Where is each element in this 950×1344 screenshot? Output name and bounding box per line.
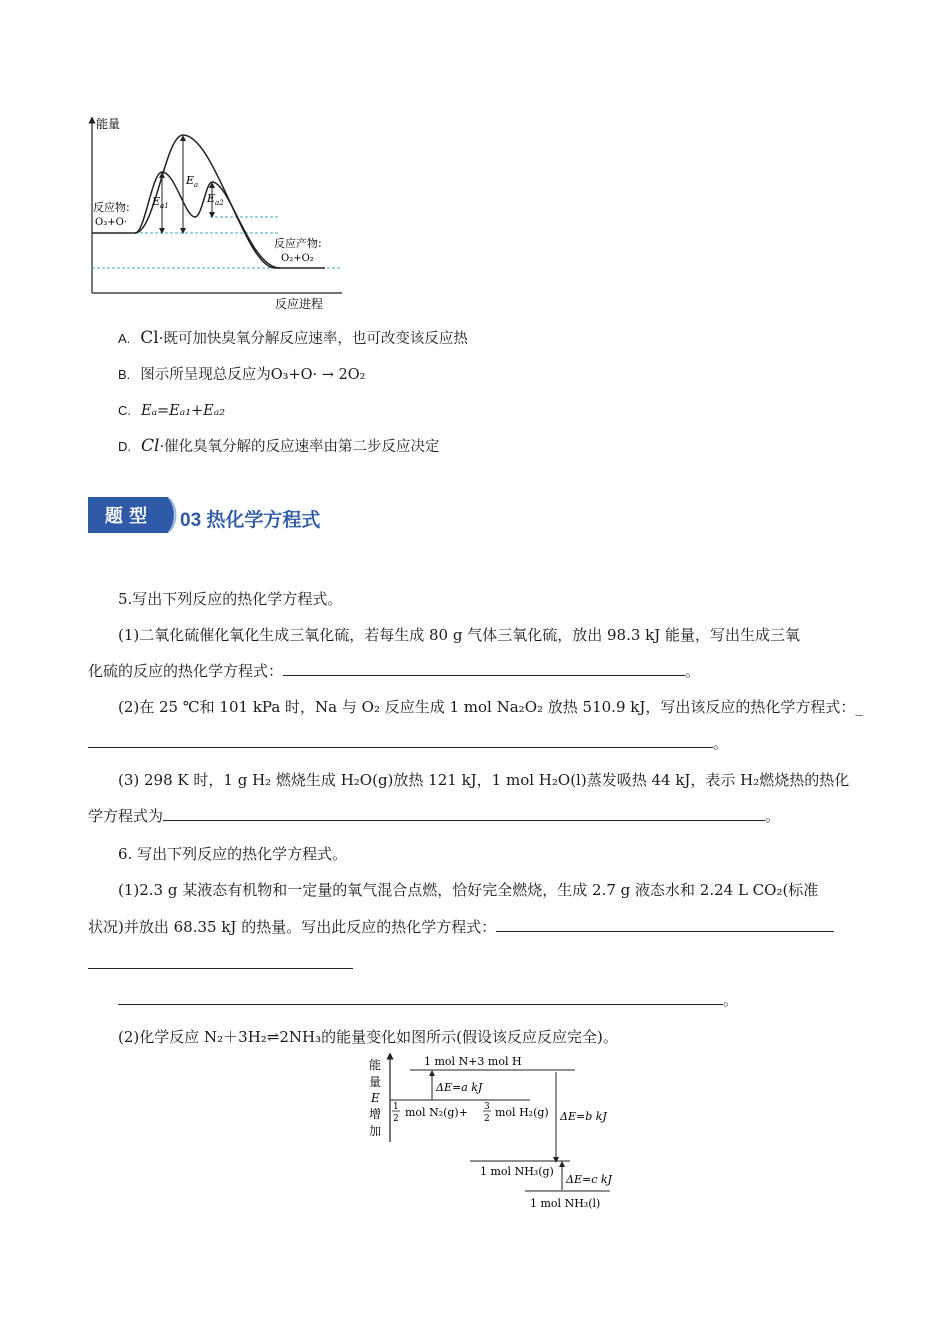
energy-profile-diagram (80, 110, 350, 315)
reactant-formula: O₃+O· (95, 217, 127, 228)
reactant-label: 反应物: (93, 201, 130, 214)
y-axis-label: 能量 (96, 117, 121, 131)
q6-part1-line2 (88, 917, 834, 937)
answer-blank[interactable] (88, 733, 713, 748)
end-mark: 。 (713, 734, 729, 752)
level-4-label: 1 mol NH₃(l) (530, 1197, 601, 1210)
end-mark: 。 (723, 991, 739, 1009)
q5-part1-prefix: 化硫的反应的热化学方程式： (88, 662, 284, 680)
q6-stem: 6. 写出下列反应的热化学方程式。 (118, 845, 348, 863)
y-axis-char: E (371, 1091, 380, 1105)
q5-part3-prefix: 学方程式为 (88, 807, 164, 825)
answer-blank[interactable] (88, 954, 353, 969)
delta-c-label: ΔE=c kJ (566, 1173, 612, 1186)
q6-part1-line3 (88, 954, 353, 974)
level-2-num: 1 (393, 1102, 399, 1112)
option-text: ·既可加快臭氧分解反应速率，也可改变该反应热 (158, 331, 468, 347)
y-axis-char: 增 (369, 1107, 382, 1121)
option-c[interactable] (118, 401, 225, 421)
level-1-label: 1 mol N+3 mol H (424, 1055, 522, 1068)
ea1-label: $E_{a1}$ (152, 195, 169, 210)
q5-part1-line2 (88, 661, 700, 681)
q5-part3-line2 (88, 806, 780, 826)
q6-part1-line4 (118, 990, 738, 1010)
q5-part3-line1: (3) 298 K 时，1 g H₂ 燃烧生成 H₂O(g)放热 121 kJ，1 mol H₂O(l)蒸发吸热 44 kJ，表示 H₂燃烧热的热化 (118, 771, 850, 789)
q5-part1-line1: (1)二氧化硫催化氧化生成三氧化硫，若每生成 80 g 气体三氧化硫，放出 98.3 kJ 能量，写出生成三氧 (118, 626, 801, 644)
end-mark: 。 (765, 807, 781, 825)
catalyzed-curve (135, 172, 280, 268)
option-letter: A. (118, 331, 131, 346)
y-axis-char: 量 (369, 1075, 382, 1089)
section-badge (88, 497, 183, 533)
ea-label: $E_a$ (186, 174, 199, 189)
option-text: Eₐ=Eₐ₁+Eₐ₂ (141, 403, 226, 419)
q6-part1-line1: (1)2.3 g 某液态有机物和一定量的氧气混合点燃，恰好完全燃烧，生成 2.7 g 液态水和 2.24 L CO₂(标准 (118, 881, 819, 899)
section-badge-text: 题 型 (104, 506, 148, 527)
option-b[interactable] (118, 365, 365, 385)
option-letter: C. (118, 403, 131, 418)
answer-blank[interactable] (118, 990, 723, 1005)
option-a[interactable] (118, 328, 468, 349)
option-text: ·催化臭氧分解的反应速率由第二步反应决定 (159, 439, 440, 455)
x-axis-label: 反应进程 (275, 297, 324, 311)
q6-part2-line1: (2)化学反应 N₂＋3H₂⇌2NH₃的能量变化如图所示(假设该反应反应完全)。 (118, 1028, 618, 1046)
ea2-label: $E_{a2}$ (207, 192, 224, 207)
option-prefix: Cl (140, 328, 159, 348)
answer-blank[interactable] (496, 917, 834, 932)
option-text: 图示所呈现总反应为O₃+O· → 2O₂ (140, 367, 366, 383)
y-axis-char: 能 (369, 1058, 382, 1072)
energy-level-diagram (360, 1050, 620, 1215)
q5-part2-line2 (88, 733, 728, 753)
option-d[interactable] (118, 436, 440, 457)
level-3-label: 1 mol NH₃(g) (480, 1165, 554, 1178)
y-axis-char: 加 (369, 1124, 382, 1138)
product-formula: O₂+O₂ (281, 253, 314, 264)
delta-a-label: ΔE=a kJ (436, 1081, 483, 1094)
answer-blank[interactable] (163, 806, 765, 821)
level-2-end: mol H₂(g) (495, 1106, 549, 1119)
option-letter: B. (118, 367, 131, 382)
option-letter: D. (118, 439, 131, 454)
product-label: 反应产物: (274, 237, 322, 250)
q6-part1-prefix: 状况)并放出 68.35 kJ 的热量。写出此反应的热化学方程式： (88, 918, 497, 936)
delta-b-label: ΔE=b kJ (560, 1110, 607, 1123)
level-2-num2: 3 (484, 1102, 490, 1112)
level-2-den: 2 (393, 1114, 399, 1124)
q5-part2-line1: (2)在 25 ℃和 101 kPa 时，Na 与 O₂ 反应生成 1 mol Na₂O₂ 放热 510.9 kJ，写出该反应的热化学方程式：_ (118, 698, 863, 716)
q5-stem: 5.写出下列反应的热化学方程式。 (118, 590, 343, 608)
end-mark: 。 (685, 662, 701, 680)
option-prefix: Cl (141, 436, 160, 456)
level-2-den2: 2 (484, 1114, 490, 1124)
section-title: 03 热化学方程式 (180, 510, 321, 531)
answer-blank[interactable] (283, 661, 685, 676)
level-2-mid: mol N₂(g)+ (405, 1106, 468, 1119)
